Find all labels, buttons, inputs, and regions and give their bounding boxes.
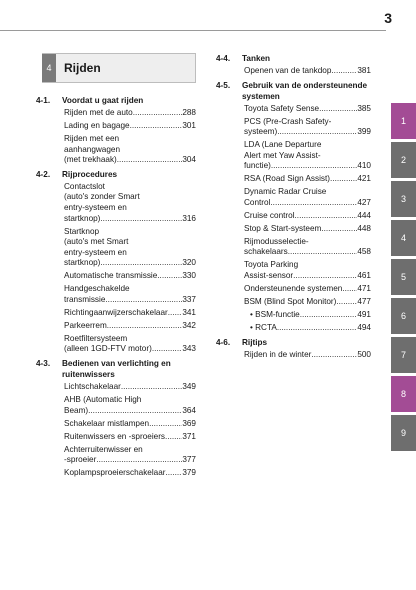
- section-title: Rijtips: [242, 337, 268, 347]
- entry-page-number: 444: [357, 210, 371, 220]
- dot-leader: [311, 350, 357, 361]
- toc-entry[interactable]: [64, 432, 196, 443]
- dot-leader: [152, 344, 183, 355]
- section-title: Rijprocedures: [62, 169, 118, 179]
- left-toc: [36, 95, 196, 479]
- section-heading: [216, 53, 371, 64]
- toc-entry[interactable]: [244, 140, 371, 172]
- entry-page-number: 304: [182, 155, 196, 165]
- toc-entry[interactable]: [64, 182, 196, 224]
- entry-text: Control: [244, 197, 271, 207]
- section-number: 4-1.: [36, 96, 51, 105]
- entry-text: (alleen 1GD-FTV motor): [64, 344, 152, 354]
- toc-entry[interactable]: [244, 323, 371, 334]
- toc-entry[interactable]: [64, 108, 196, 119]
- entry-text: Parkeerrem: [64, 320, 107, 330]
- entry-text: Handgeschakelde: [64, 284, 130, 294]
- entry-text: Assist-sensor: [244, 271, 294, 281]
- entry-text: Schakelaar mistlampen: [64, 418, 150, 428]
- section-number: 4-5.: [216, 80, 231, 90]
- dot-leader: [165, 432, 182, 443]
- toc-section: [36, 95, 196, 166]
- entry-text: Ondersteunende systemen: [244, 284, 343, 294]
- entry-text: • BSM-functie: [250, 309, 300, 319]
- entry-text: (met trekhaak): [64, 155, 117, 165]
- chapter-tab-1[interactable]: 1: [391, 103, 416, 139]
- toc-entry[interactable]: [244, 174, 371, 185]
- entry-text: Cruise control: [244, 210, 295, 220]
- entry-text: functie): [244, 161, 271, 171]
- entry-page-number: 377: [182, 455, 196, 465]
- toc-entry[interactable]: [244, 211, 371, 222]
- entry-page-number: 500: [357, 349, 371, 359]
- toc-entry[interactable]: [244, 284, 371, 295]
- entry-text: -sproeier: [64, 455, 97, 465]
- toc-section: [36, 358, 196, 479]
- dot-leader: [288, 247, 358, 258]
- entry-text: Lichtschakelaar: [64, 382, 121, 391]
- toc-entry[interactable]: [244, 260, 371, 281]
- entry-text: schakelaars: [244, 247, 288, 257]
- dot-leader: [321, 224, 357, 235]
- entry-text: Contactslot: [64, 181, 105, 191]
- entry-text: (auto's met Smart: [64, 237, 129, 247]
- dot-leader: [331, 66, 357, 77]
- entry-text: Automatische transmissie: [64, 271, 158, 281]
- right-toc: [216, 53, 371, 360]
- toc-entry[interactable]: [64, 395, 196, 416]
- entry-text: RSA (Road Sign Assist): [244, 174, 331, 184]
- chapter-tab-6[interactable]: 6: [391, 298, 416, 334]
- dot-leader: [330, 174, 357, 185]
- entry-text: Alert met Yaw Assist-: [244, 150, 321, 160]
- dot-leader: [270, 198, 357, 209]
- dot-leader: [168, 308, 183, 319]
- entry-page-number: 494: [357, 322, 371, 332]
- toc-entry[interactable]: [244, 117, 371, 138]
- dot-leader: [117, 155, 183, 166]
- section-number: 4-3.: [36, 359, 51, 368]
- entry-text: AHB (Automatic High: [64, 394, 142, 404]
- section-heading: [36, 95, 196, 106]
- entry-text: Achterruitenwisser en: [64, 444, 143, 454]
- dot-leader: [107, 321, 183, 332]
- toc-section: [216, 80, 371, 334]
- dot-leader: [293, 271, 357, 282]
- toc-entry[interactable]: [64, 445, 196, 466]
- toc-entry[interactable]: [244, 224, 371, 235]
- chapter-tabs: [391, 103, 416, 454]
- dot-leader: [342, 284, 357, 295]
- section-heading: [216, 337, 371, 348]
- entry-text: LDA (Lane Departure: [244, 140, 322, 150]
- toc-entry[interactable]: [64, 271, 196, 282]
- entry-page-number: 288: [182, 108, 196, 117]
- dot-leader: [100, 214, 182, 225]
- chapter-title: Rijden: [64, 61, 101, 75]
- entry-text: Beam): [64, 405, 89, 415]
- entry-text: Toyota Parking: [244, 260, 299, 270]
- section-title: Bedienen van verlichting en ruitenwissers: [62, 359, 171, 379]
- dot-leader: [319, 104, 357, 115]
- dot-leader: [149, 419, 182, 430]
- dot-leader: [277, 323, 358, 334]
- section-heading: [36, 358, 196, 380]
- entry-text: Openen van de tankdop: [244, 66, 332, 75]
- entry-page-number: 342: [182, 320, 196, 330]
- section-number: 4-4.: [216, 54, 231, 63]
- toc-entry[interactable]: [64, 321, 196, 332]
- entry-page-number: 320: [182, 258, 196, 268]
- entry-text: Stop & Start-systeem: [244, 223, 322, 233]
- chapter-tab-2[interactable]: 2: [391, 142, 416, 178]
- entry-text: Richtingaanwijzerschakelaar: [64, 307, 168, 317]
- entry-page-number: 316: [182, 213, 196, 223]
- toc-section: [216, 337, 371, 361]
- entry-page-number: 427: [357, 197, 371, 207]
- entry-text: Rijmodusselectie-: [244, 236, 309, 246]
- entry-text: startknop): [64, 213, 101, 223]
- toc-entry[interactable]: [64, 308, 196, 319]
- entry-text: startknop): [64, 258, 101, 268]
- section-number: 4-2.: [36, 169, 51, 179]
- chapter-tab-7[interactable]: 7: [391, 337, 416, 373]
- entry-page-number: 385: [357, 103, 371, 113]
- toc-entry[interactable]: [244, 350, 371, 361]
- entry-page-number: 399: [357, 127, 371, 137]
- toc-entry[interactable]: [244, 104, 371, 115]
- entry-text: • RCTA: [250, 322, 277, 332]
- entry-text: entry-systeem en: [64, 247, 127, 257]
- entry-page-number: 381: [357, 66, 371, 75]
- entry-page-number: 337: [182, 294, 196, 304]
- entry-page-number: 364: [182, 405, 196, 415]
- dot-leader: [295, 211, 358, 222]
- entry-text: Startknop: [64, 226, 100, 236]
- chapter-header: [42, 53, 196, 83]
- entry-page-number: 341: [182, 307, 196, 317]
- page-number: 3: [384, 10, 392, 26]
- chapter-tab-4[interactable]: 4: [391, 220, 416, 256]
- entry-text: Roetfiltersysteem: [64, 333, 128, 343]
- entry-text: Ruitenwissers en -sproeiers: [64, 431, 166, 441]
- toc-entry[interactable]: [64, 334, 196, 355]
- dot-leader: [166, 468, 183, 479]
- toc-entry[interactable]: [244, 66, 371, 77]
- toc-entry[interactable]: [64, 382, 196, 393]
- entry-text: (auto's zonder Smart: [64, 192, 140, 202]
- chapter-tab-9[interactable]: 9: [391, 415, 416, 451]
- entry-text: aanhangwagen: [64, 144, 121, 154]
- entry-page-number: 349: [182, 382, 196, 391]
- entry-text: Koplampsproeierschakelaar: [64, 468, 166, 478]
- entry-text: systeem): [244, 127, 278, 137]
- toc-section: [216, 53, 371, 77]
- dot-leader: [100, 258, 182, 269]
- entry-page-number: 343: [182, 344, 196, 354]
- dot-leader: [336, 297, 357, 308]
- right-column: [216, 53, 371, 363]
- entry-page-number: 477: [357, 297, 371, 306]
- entry-text: transmissie: [64, 294, 106, 304]
- entry-page-number: 371: [182, 431, 196, 441]
- dot-leader: [157, 271, 182, 282]
- dot-leader: [300, 310, 358, 321]
- entry-page-number: 410: [357, 161, 371, 171]
- chapter-tab-5[interactable]: 5: [391, 259, 416, 295]
- section-title: Voordat u gaat rijden: [62, 96, 144, 105]
- section-heading: [216, 80, 371, 102]
- entry-text: Rijden met een: [64, 133, 120, 143]
- entry-page-number: 458: [357, 247, 371, 257]
- toc-entry[interactable]: [244, 237, 371, 258]
- entry-page-number: 461: [357, 271, 371, 281]
- toc-entry[interactable]: [64, 419, 196, 430]
- entry-page-number: 301: [182, 120, 196, 130]
- entry-text: entry-systeem en: [64, 202, 127, 212]
- section-heading: [36, 169, 196, 180]
- entry-page-number: 330: [182, 271, 196, 281]
- left-column: [36, 53, 196, 482]
- dot-leader: [277, 127, 357, 138]
- dot-leader: [133, 108, 183, 119]
- section-number: 4-6.: [216, 337, 231, 347]
- toc-entry[interactable]: [64, 227, 196, 269]
- toc-entry[interactable]: [64, 121, 196, 132]
- section-title: Gebruik van de ondersteunende systemen: [242, 80, 368, 101]
- dot-leader: [271, 161, 357, 172]
- entry-page-number: 448: [357, 223, 371, 233]
- dot-leader: [130, 121, 183, 132]
- entry-page-number: 491: [357, 309, 371, 319]
- entry-text: Toyota Safety Sense: [244, 103, 320, 113]
- dot-leader: [121, 382, 182, 393]
- entry-text: BSM (Blind Spot Monitor): [244, 297, 337, 306]
- toc-entry[interactable]: [244, 187, 371, 208]
- entry-page-number: 369: [182, 418, 196, 428]
- entry-text: Rijden in de winter: [244, 349, 312, 359]
- entry-page-number: 421: [357, 174, 371, 184]
- entry-text: Dynamic Radar Cruise: [244, 187, 327, 197]
- entry-page-number: 471: [357, 284, 371, 294]
- dot-leader: [105, 295, 182, 306]
- toc-section: [36, 169, 196, 355]
- toc-entry[interactable]: [244, 297, 371, 308]
- chapter-tab-3[interactable]: 3: [391, 181, 416, 217]
- dot-leader: [96, 455, 182, 466]
- section-title: Tanken: [242, 54, 271, 63]
- toc-entry[interactable]: [244, 310, 371, 321]
- toc-entry[interactable]: [64, 284, 196, 305]
- entry-text: Lading en bagage: [64, 120, 130, 130]
- entry-text: Rijden met de auto: [64, 108, 133, 117]
- entry-text: PCS (Pre-Crash Safety-: [244, 116, 332, 126]
- dot-leader: [88, 406, 182, 417]
- toc-entry[interactable]: [64, 468, 196, 479]
- toc-entry[interactable]: [64, 134, 196, 166]
- chapter-number: 4: [42, 54, 56, 82]
- top-divider: [0, 30, 386, 31]
- chapter-tab-8[interactable]: 8: [391, 376, 416, 412]
- entry-page-number: 379: [182, 468, 196, 478]
